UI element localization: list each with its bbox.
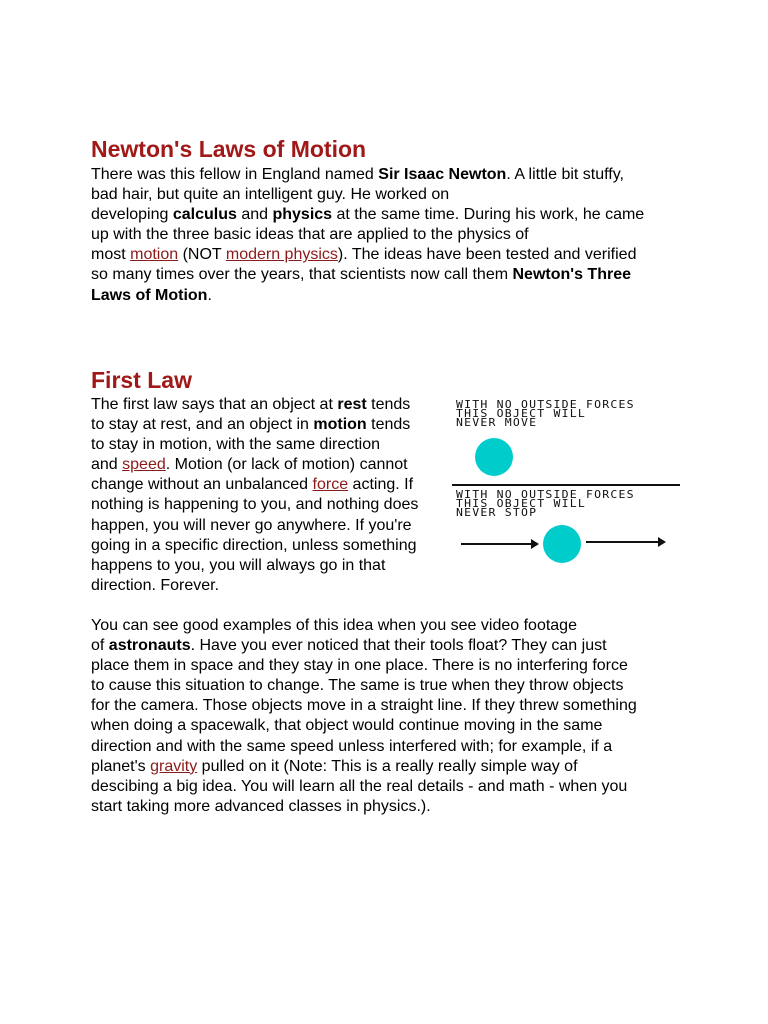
text-run: to stay in motion, with the same direction [91, 436, 381, 454]
ball-at-rest [475, 438, 513, 476]
caption-line: NEVER STOP [456, 506, 538, 519]
arrow-right-icon [461, 543, 537, 545]
text-run: . Motion (or lack of motion) cannot [165, 456, 408, 474]
text-line [91, 395, 443, 415]
link-force[interactable]: force [312, 476, 349, 494]
caption-line: WITH NO OUTSIDE FORCES [456, 488, 635, 501]
text-line [91, 516, 443, 536]
text-line [91, 797, 691, 817]
text-run: change without an unbalanced [91, 476, 313, 494]
text-run: . [207, 286, 212, 304]
bold-text-rest: rest [337, 396, 367, 413]
text-run: at the same time. During his work, he came [332, 206, 645, 224]
text-run: going in a specific direction, unless something [91, 536, 417, 554]
text-run: nothing is happening to you, and nothing does [91, 496, 419, 514]
link-motion[interactable]: motion [130, 246, 179, 264]
text-run: most [91, 246, 131, 264]
arrow-right-icon [586, 541, 664, 543]
caption-line: WITH NO OUTSIDE FORCES [456, 398, 635, 411]
text-run: place them in space and they stay in one place. There is no interfering force [91, 657, 628, 675]
text-run: and [236, 206, 273, 224]
text-run: direction. Forever. [91, 576, 220, 594]
text-run: . A little bit stuffy, [506, 166, 624, 183]
text-run: and [91, 456, 123, 474]
text-run: pulled on it (Note: This is a really really simple way of [197, 757, 578, 775]
text-line [91, 286, 691, 306]
text-line [91, 245, 691, 265]
bold-text-motion: motion [313, 416, 367, 434]
text-run: . Have you ever noticed that their tools float? They can just [190, 637, 607, 655]
bold-text-astronauts: astronauts [108, 637, 191, 655]
text-run: of [91, 637, 109, 655]
text-line [91, 556, 443, 576]
text-run: to stay at rest, and an object in [91, 416, 314, 434]
text-run: bad hair, but quite an intelligent guy. He worked on [91, 186, 450, 204]
link-speed[interactable]: speed [122, 456, 166, 474]
text-run: descibing a big idea. You will learn all the real details - and math - when you [91, 777, 628, 795]
text-run: You can see good examples of this idea when you see video footage [91, 617, 577, 634]
text-line [91, 225, 691, 245]
text-line [91, 265, 691, 285]
text-line [91, 616, 691, 636]
text-run: developing [91, 206, 173, 224]
text-run: for the camera. Those objects move in a straight line. If they threw something [91, 697, 637, 715]
link-gravity[interactable]: gravity [150, 757, 198, 775]
text-line [91, 475, 443, 495]
link-modern-physics[interactable]: modern physics [225, 246, 338, 264]
caption-line: THIS OBJECT WILL [456, 407, 586, 420]
text-line [91, 495, 443, 515]
text-line [91, 415, 443, 435]
caption-never-move [456, 400, 635, 427]
ball-in-motion [543, 525, 581, 563]
text-line [91, 737, 691, 757]
text-run: ). The ideas have been tested and verified [337, 246, 637, 264]
text-run: tends [366, 416, 411, 434]
text-run: when doing a spacewalk, that object would continue moving in the same [91, 717, 603, 735]
first-law-illustration [452, 396, 680, 566]
bold-text-laws-of-motion: Laws of Motion [91, 286, 208, 304]
bold-text-calculus: calculus [172, 206, 237, 224]
bold-text-newtons-three: Newton's Three [512, 266, 631, 284]
text-run: up with the three basic ideas that are applied to the physics of [91, 226, 529, 244]
text-run: to cause this situation to change. The same is true when they throw objects [91, 677, 624, 695]
text-line [91, 165, 691, 185]
text-run: start taking more advanced classes in physics.). [91, 797, 431, 815]
text-run: acting. If [348, 476, 414, 494]
text-line [91, 205, 691, 225]
caption-never-stop [456, 490, 635, 517]
text-run: planet's [91, 757, 151, 775]
text-run: tends [366, 396, 411, 413]
text-line [91, 185, 691, 205]
first-law-paragraph [91, 395, 443, 596]
bold-text-physics: physics [272, 206, 333, 224]
text-line [91, 656, 691, 676]
text-line [91, 757, 691, 777]
page-title: Newton's Laws of Motion [91, 136, 367, 162]
section-heading-first-law: First Law [91, 367, 192, 393]
text-line [91, 576, 443, 596]
text-line [91, 777, 691, 797]
bold-text-sir-isaac-newton: Sir Isaac Newton [378, 166, 507, 183]
text-line [91, 716, 691, 736]
intro-paragraph [91, 165, 691, 306]
text-run: happen, you will never go anywhere. If you're [91, 516, 412, 534]
text-run: (NOT [178, 246, 226, 264]
text-run: The first law says that an object at [91, 396, 338, 413]
text-run: so many times over the years, that scientists now call them [91, 266, 513, 284]
figure-divider [452, 484, 680, 486]
text-line [91, 435, 443, 455]
text-line [91, 676, 691, 696]
astronauts-paragraph [91, 616, 691, 817]
caption-line: NEVER MOVE [456, 416, 538, 429]
text-run: direction and with the same speed unless interfered with; for example, if a [91, 737, 613, 755]
caption-line: THIS OBJECT WILL [456, 497, 586, 510]
text-run: happens to you, you will always go in that [91, 556, 386, 574]
text-line [91, 696, 691, 716]
text-line [91, 636, 691, 656]
text-run: There was this fellow in England named [91, 166, 379, 183]
text-line [91, 536, 443, 556]
text-line [91, 455, 443, 475]
